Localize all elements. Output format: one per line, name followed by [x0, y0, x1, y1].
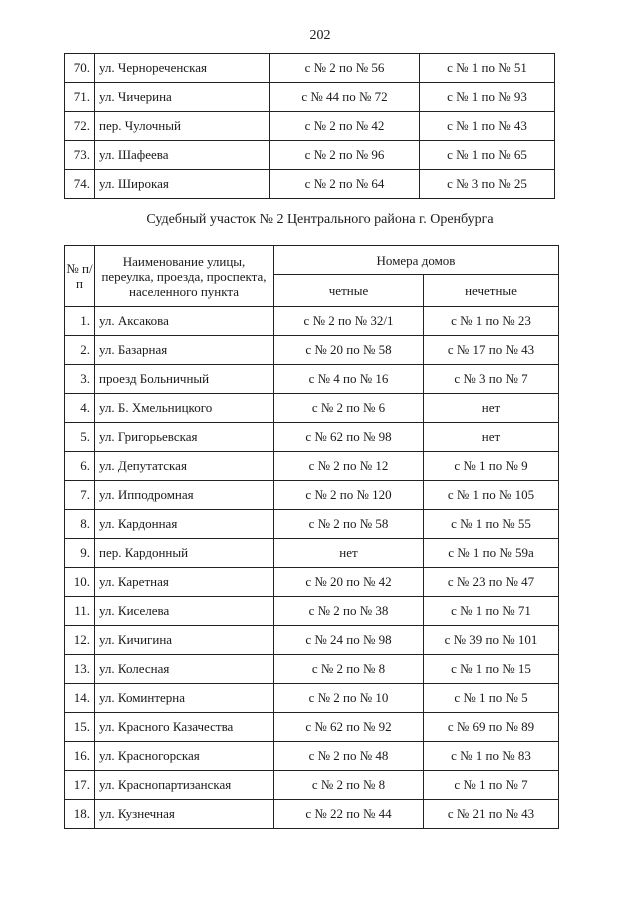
table-row — [65, 336, 559, 365]
row-number: 14. — [65, 684, 95, 713]
row-number: 74. — [65, 170, 95, 199]
table-row — [65, 539, 559, 568]
odd-range: с № 1 по № 71 — [424, 597, 559, 626]
street-name: ул. Кузнечная — [95, 800, 274, 829]
row-number: 5. — [65, 423, 95, 452]
odd-range: с № 21 по № 43 — [424, 800, 559, 829]
table-row — [65, 365, 559, 394]
odd-range: с № 1 по № 9 — [424, 452, 559, 481]
odd-range: с № 1 по № 65 — [420, 141, 555, 170]
even-range: с № 2 по № 38 — [274, 597, 424, 626]
header-number: № п/п — [65, 246, 95, 307]
odd-range: с № 1 по № 23 — [424, 307, 559, 336]
row-number: 18. — [65, 800, 95, 829]
header-odd: нечетные — [424, 275, 559, 307]
even-range: с № 2 по № 8 — [274, 655, 424, 684]
street-name: проезд Больничный — [95, 365, 274, 394]
odd-range: с № 23 по № 47 — [424, 568, 559, 597]
odd-range: с № 1 по № 43 — [420, 112, 555, 141]
odd-range: с № 1 по № 59а — [424, 539, 559, 568]
row-number: 73. — [65, 141, 95, 170]
street-name: ул. Кичигина — [95, 626, 274, 655]
street-name: пер. Кардонный — [95, 539, 274, 568]
row-number: 15. — [65, 713, 95, 742]
even-range: с № 2 по № 48 — [274, 742, 424, 771]
street-table-continued — [64, 53, 555, 199]
even-range: с № 2 по № 96 — [270, 141, 420, 170]
row-number: 2. — [65, 336, 95, 365]
even-range: с № 4 по № 16 — [274, 365, 424, 394]
odd-range: с № 1 по № 93 — [420, 83, 555, 112]
table-row — [65, 452, 559, 481]
street-name: ул. Базарная — [95, 336, 274, 365]
street-name: ул. Шафеева — [95, 141, 270, 170]
street-name: ул. Краснопартизанская — [95, 771, 274, 800]
table-row — [65, 684, 559, 713]
street-name: ул. Киселева — [95, 597, 274, 626]
table-header — [65, 246, 559, 307]
row-number: 8. — [65, 510, 95, 539]
row-number: 16. — [65, 742, 95, 771]
row-number: 72. — [65, 112, 95, 141]
row-number: 1. — [65, 307, 95, 336]
page-number: 202 — [309, 28, 331, 43]
even-range: с № 44 по № 72 — [270, 83, 420, 112]
table-row — [65, 597, 559, 626]
even-range: с № 2 по № 64 — [270, 170, 420, 199]
row-number: 10. — [65, 568, 95, 597]
header-street-name: Наименование улицы, переулка, проезда, проспекта, населенного пункта — [95, 246, 274, 307]
street-table-district-2-body — [65, 307, 559, 829]
row-number: 7. — [65, 481, 95, 510]
table-row — [65, 771, 559, 800]
street-name: ул. Чичерина — [95, 83, 270, 112]
even-range: с № 62 по № 98 — [274, 423, 424, 452]
table-row — [65, 568, 559, 597]
odd-range: с № 3 по № 7 — [424, 365, 559, 394]
table-row — [65, 307, 559, 336]
row-number: 12. — [65, 626, 95, 655]
even-range: с № 2 по № 58 — [274, 510, 424, 539]
table-row — [65, 655, 559, 684]
row-number: 17. — [65, 771, 95, 800]
table-row — [65, 510, 559, 539]
header-even: четные — [274, 275, 424, 307]
table-row — [65, 394, 559, 423]
street-name: ул. Чернореченская — [95, 54, 270, 83]
even-range: с № 24 по № 98 — [274, 626, 424, 655]
street-name: ул. Кардонная — [95, 510, 274, 539]
street-name: ул. Депутатская — [95, 452, 274, 481]
odd-range: с № 69 по № 89 — [424, 713, 559, 742]
even-range: с № 2 по № 120 — [274, 481, 424, 510]
street-name: пер. Чулочный — [95, 112, 270, 141]
row-number: 13. — [65, 655, 95, 684]
odd-range: с № 3 по № 25 — [420, 170, 555, 199]
table-row — [65, 83, 555, 112]
odd-range: с № 1 по № 5 — [424, 684, 559, 713]
odd-range: с № 39 по № 101 — [424, 626, 559, 655]
table-row — [65, 170, 555, 199]
table-row — [65, 626, 559, 655]
table-row — [65, 423, 559, 452]
row-number: 70. — [65, 54, 95, 83]
table-row — [65, 141, 555, 170]
table-row — [65, 742, 559, 771]
even-range: с № 2 по № 8 — [274, 771, 424, 800]
even-range: с № 20 по № 58 — [274, 336, 424, 365]
odd-range: с № 1 по № 7 — [424, 771, 559, 800]
even-range: с № 2 по № 12 — [274, 452, 424, 481]
even-range: с № 2 по № 6 — [274, 394, 424, 423]
street-name: ул. Широкая — [95, 170, 270, 199]
odd-range: с № 1 по № 55 — [424, 510, 559, 539]
street-table-continued-body — [65, 54, 555, 199]
odd-range: с № 1 по № 15 — [424, 655, 559, 684]
table-row — [65, 112, 555, 141]
row-number: 71. — [65, 83, 95, 112]
even-range: с № 2 по № 42 — [270, 112, 420, 141]
street-name: ул. Григорьевская — [95, 423, 274, 452]
table-row — [65, 481, 559, 510]
odd-range: с № 1 по № 105 — [424, 481, 559, 510]
header-house-numbers: Номера домов — [274, 246, 559, 275]
even-range: с № 2 по № 56 — [270, 54, 420, 83]
odd-range: нет — [424, 394, 559, 423]
row-number: 4. — [65, 394, 95, 423]
table-row — [65, 713, 559, 742]
street-name: ул. Колесная — [95, 655, 274, 684]
odd-range: с № 1 по № 83 — [424, 742, 559, 771]
street-name: ул. Аксакова — [95, 307, 274, 336]
even-range: с № 62 по № 92 — [274, 713, 424, 742]
row-number: 9. — [65, 539, 95, 568]
table-row — [65, 54, 555, 83]
street-name: ул. Красного Казачества — [95, 713, 274, 742]
street-name: ул. Красногорская — [95, 742, 274, 771]
odd-range: с № 1 по № 51 — [420, 54, 555, 83]
street-name: ул. Б. Хмельницкого — [95, 394, 274, 423]
street-table-district-2 — [64, 245, 559, 829]
section-title: Судебный участок № 2 Центрального района г. Оренбурга — [146, 212, 494, 227]
row-number: 6. — [65, 452, 95, 481]
even-range: с № 20 по № 42 — [274, 568, 424, 597]
odd-range: нет — [424, 423, 559, 452]
street-name: ул. Каретная — [95, 568, 274, 597]
row-number: 11. — [65, 597, 95, 626]
street-name: ул. Ипподромная — [95, 481, 274, 510]
table-row — [65, 800, 559, 829]
street-name: ул. Коминтерна — [95, 684, 274, 713]
even-range: нет — [274, 539, 424, 568]
even-range: с № 2 по № 32/1 — [274, 307, 424, 336]
row-number: 3. — [65, 365, 95, 394]
even-range: с № 2 по № 10 — [274, 684, 424, 713]
odd-range: с № 17 по № 43 — [424, 336, 559, 365]
even-range: с № 22 по № 44 — [274, 800, 424, 829]
